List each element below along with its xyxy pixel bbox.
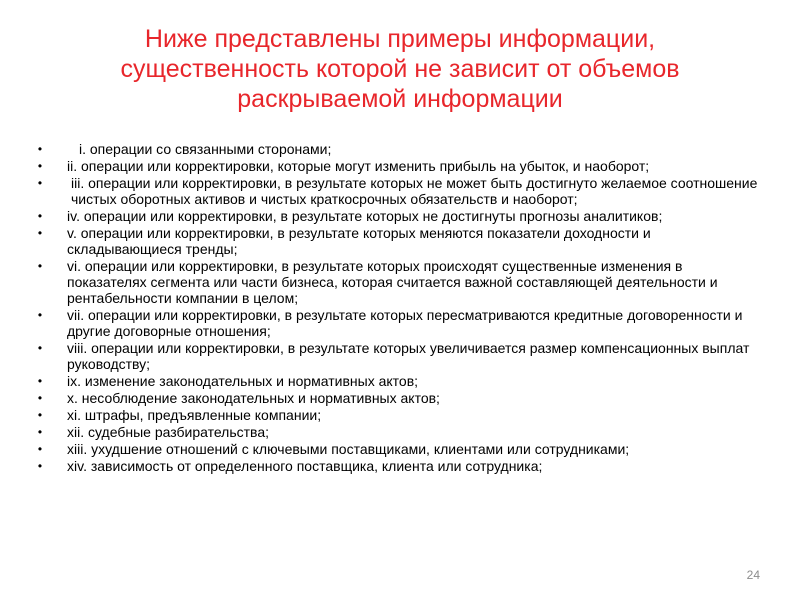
list-item: [34, 424, 764, 440]
bullet-icon: •: [37, 176, 43, 190]
bullet-icon: •: [37, 425, 43, 439]
list-item: [34, 373, 764, 389]
list-item-text: vii. операции или корректировки, в результате которых пересматриваются кредитные договоренности и другие договорные отношения;: [67, 307, 743, 339]
list-item-text: ix. изменение законодательных и нормативных актов;: [67, 373, 419, 389]
bullet-icon: •: [37, 159, 43, 173]
bullet-icon: •: [37, 142, 43, 156]
slide-title: Ниже представлены примеры информации, существенность которой не зависит от объемов раскрываемой информации: [120, 25, 680, 113]
bullet-list: [34, 141, 764, 475]
list-item-text: vi. операции или корректировки, в результате которых происходят существенные изменения в показателях сегмента или части бизнеса, которая считается важной составляющей деятельности и рентабельности компании в целом;: [67, 258, 718, 306]
list-item-text: iv. операции или корректировки, в результате которых не достигнуты прогнозы аналитиков;: [67, 208, 663, 224]
list-item: [34, 208, 764, 224]
list-item-text: xiii. ухудшение отношений с ключевыми поставщиками, клиентами или сотрудниками;: [67, 441, 630, 457]
list-item: [34, 458, 764, 474]
list-item-text: viii. операции или корректировки, в результате которых увеличивается размер компенсационных выплат руководству;: [67, 340, 750, 372]
bullet-icon: •: [37, 308, 43, 322]
bullet-icon: •: [37, 259, 43, 273]
bullet-icon: •: [37, 459, 43, 473]
list-item: [34, 258, 764, 306]
list-item: [34, 441, 764, 457]
bullet-icon: •: [37, 391, 43, 405]
list-item: [34, 175, 764, 207]
bullet-icon: •: [37, 442, 43, 456]
list-item-text: x. несоблюдение законодательных и нормативных актов;: [67, 390, 440, 406]
list-item-text: ii. операции или корректировки, которые могут изменить прибыль на убыток, и наоборот;: [67, 158, 650, 174]
list-item-text: i. операции со связанными сторонами;: [79, 141, 332, 157]
bullet-icon: •: [37, 374, 43, 388]
list-item: [34, 158, 764, 174]
list-item: [34, 340, 764, 372]
list-item: [34, 307, 764, 339]
list-item-text: xii. судебные разбирательства;: [67, 424, 270, 440]
page-number: 24: [746, 568, 760, 582]
list-item-text: v. операции или корректировки, в результате которых меняются показатели доходности и складывающиеся тренды;: [67, 225, 651, 257]
bullet-icon: •: [37, 408, 43, 422]
list-item: [34, 141, 764, 157]
bullet-icon: •: [37, 226, 43, 240]
bullet-icon: •: [37, 341, 43, 355]
list-item: [34, 225, 764, 257]
list-item-text: xi. штрафы, предъявленные компании;: [67, 407, 322, 423]
list-item-text: xiv. зависимость от определенного поставщика, клиента или сотрудника;: [67, 458, 543, 474]
bullet-icon: •: [37, 209, 43, 223]
list-item: [34, 390, 764, 406]
list-item-text: iii. операции или корректировки, в результате которых не может быть достигнуто желаемое соотношение чистых оборотных активов и чистых краткосрочных обязательств и наоборот;: [71, 175, 758, 207]
list-item: [34, 407, 764, 423]
